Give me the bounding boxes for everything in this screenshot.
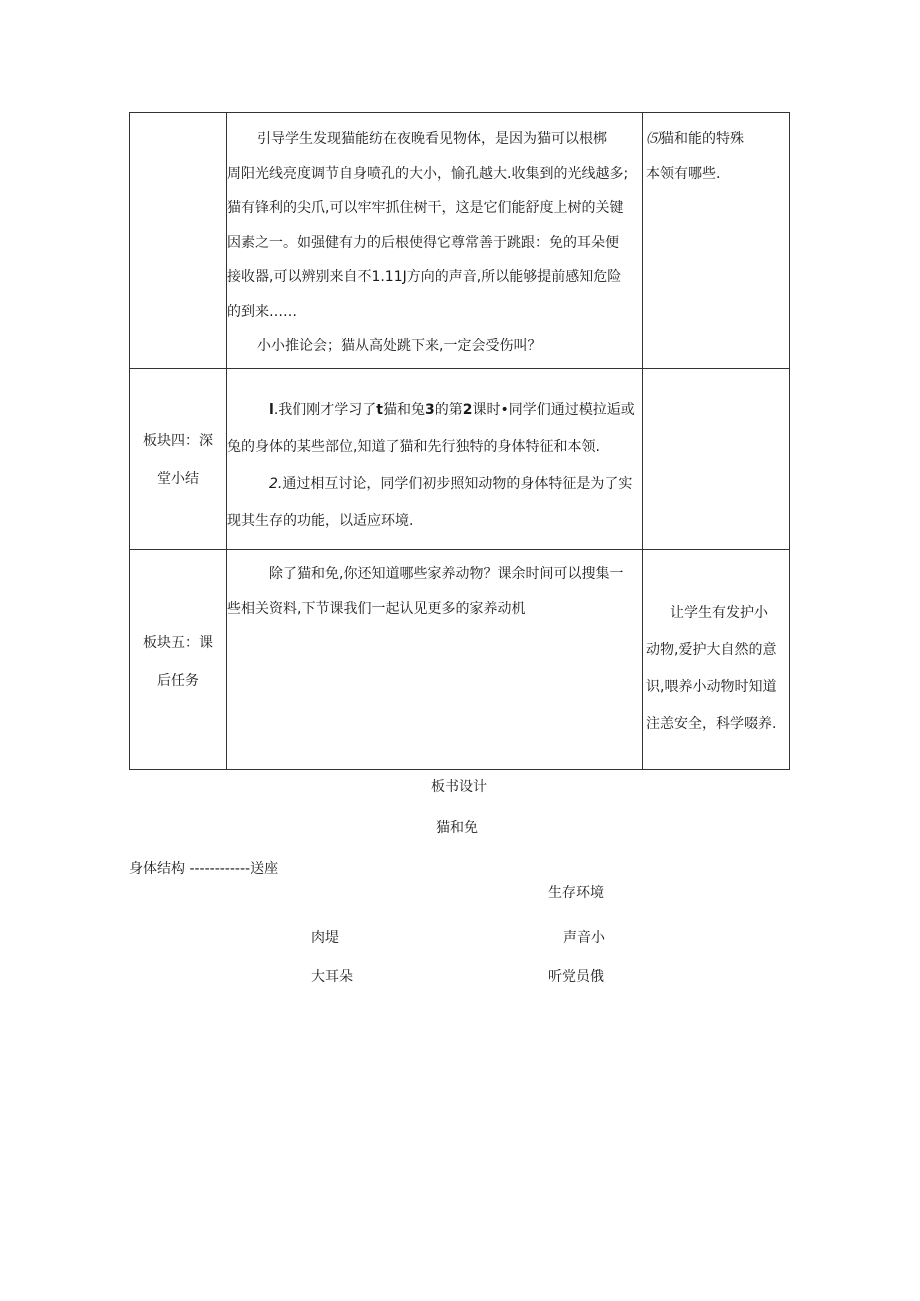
row1-line: 引导学生发现猫能纺在夜晚看见物体，是因为猫可以根梆 [257,131,607,147]
summary-text: .我们刚才学习了 [273,402,377,418]
row3-intent-text [646,595,788,743]
row3-module-label [131,624,225,700]
row2-module-label [131,422,225,498]
intent-line: 识,喂养小动物时知道 [646,679,777,695]
column-divider [642,113,643,769]
row2-activity-text [227,392,641,540]
summary-text: 猫和兔 [382,402,425,418]
row1-line: 因素之一。如强健有力的后根使得它尊常善于跳跟：免的耳朵便 [227,234,619,251]
row-divider [130,368,789,369]
summary-text: 现其生存的功能，以适应环境. [227,513,414,529]
module-line: 板块五：课 [143,635,213,651]
row1-line: 的到来…… [227,303,297,320]
board-right-item: 听党员俄 [548,969,604,985]
summary-text: t [376,402,383,418]
row1-intent-prefix: ⑸ [646,131,660,147]
row1-intent-text [646,122,786,191]
intent-line: 动物,爱护大自然的意 [646,642,777,658]
row1-intent-line: 本领有哪些. [646,165,721,182]
row1-line: 猫有锋利的尖爪,可以牢牢抓住树干，这是它们能舒度上树的关键 [227,200,624,216]
task-line: 些相关资料,下节课我们一起认见更多的家养动机 [227,600,526,617]
summary-mark: l [269,402,274,418]
lesson-table [129,112,790,770]
module-line: 板块四：深 [143,433,213,449]
board-title: 猫和免 [436,820,478,836]
summary-text: 兔的身体的某些部位,知道了猫和先行独特的身体特征和本领. [227,439,600,455]
board-environment: 生存环境 [548,885,604,901]
summary-text: 2 [462,402,473,418]
intent-line: 注恙安全，科学啜养. [646,716,777,732]
row1-line: 周阳光线亮度调节自身喷孔的大小，愉孔越大.收集到的光线越多; [227,165,629,182]
row1-line: 小小推论会；猫从高处跳下来,一定会受伤叫？ [257,338,542,354]
row1-line: 接收器,可以辨别来自不1.11J方向的声音,所以能够提前感知危险 [227,269,622,285]
row3-activity-text [227,557,641,626]
task-line: 除了猫和免,你还知道哪些家养动物？课余时间可以搜集一 [269,566,624,582]
summary-text: 3 [424,402,435,418]
summary-text: 课时•同学们通过模拉逅或 [472,402,635,418]
intent-line: 让学生有发护小 [670,605,768,621]
summary-text: 的第 [434,402,463,418]
row1-activity-text [227,122,641,364]
row-divider [130,549,789,550]
board-right-item: 声音小 [563,930,605,946]
module-line: 堂小结 [157,471,199,487]
board-left-item: 肉堤 [311,930,339,946]
row1-intent-line: 猫和能的特殊 [660,131,744,147]
board-structure: 身体结构 ------------送座 [129,861,279,877]
board-left-item: 大耳朵 [311,969,353,985]
summary-num: 2. [269,476,283,492]
module-line: 后任务 [157,673,199,689]
board-heading: 板书设计 [431,779,487,795]
summary-text: 通过相互讨论，同学们初步照知动物的身体特征是为了实 [282,476,633,492]
